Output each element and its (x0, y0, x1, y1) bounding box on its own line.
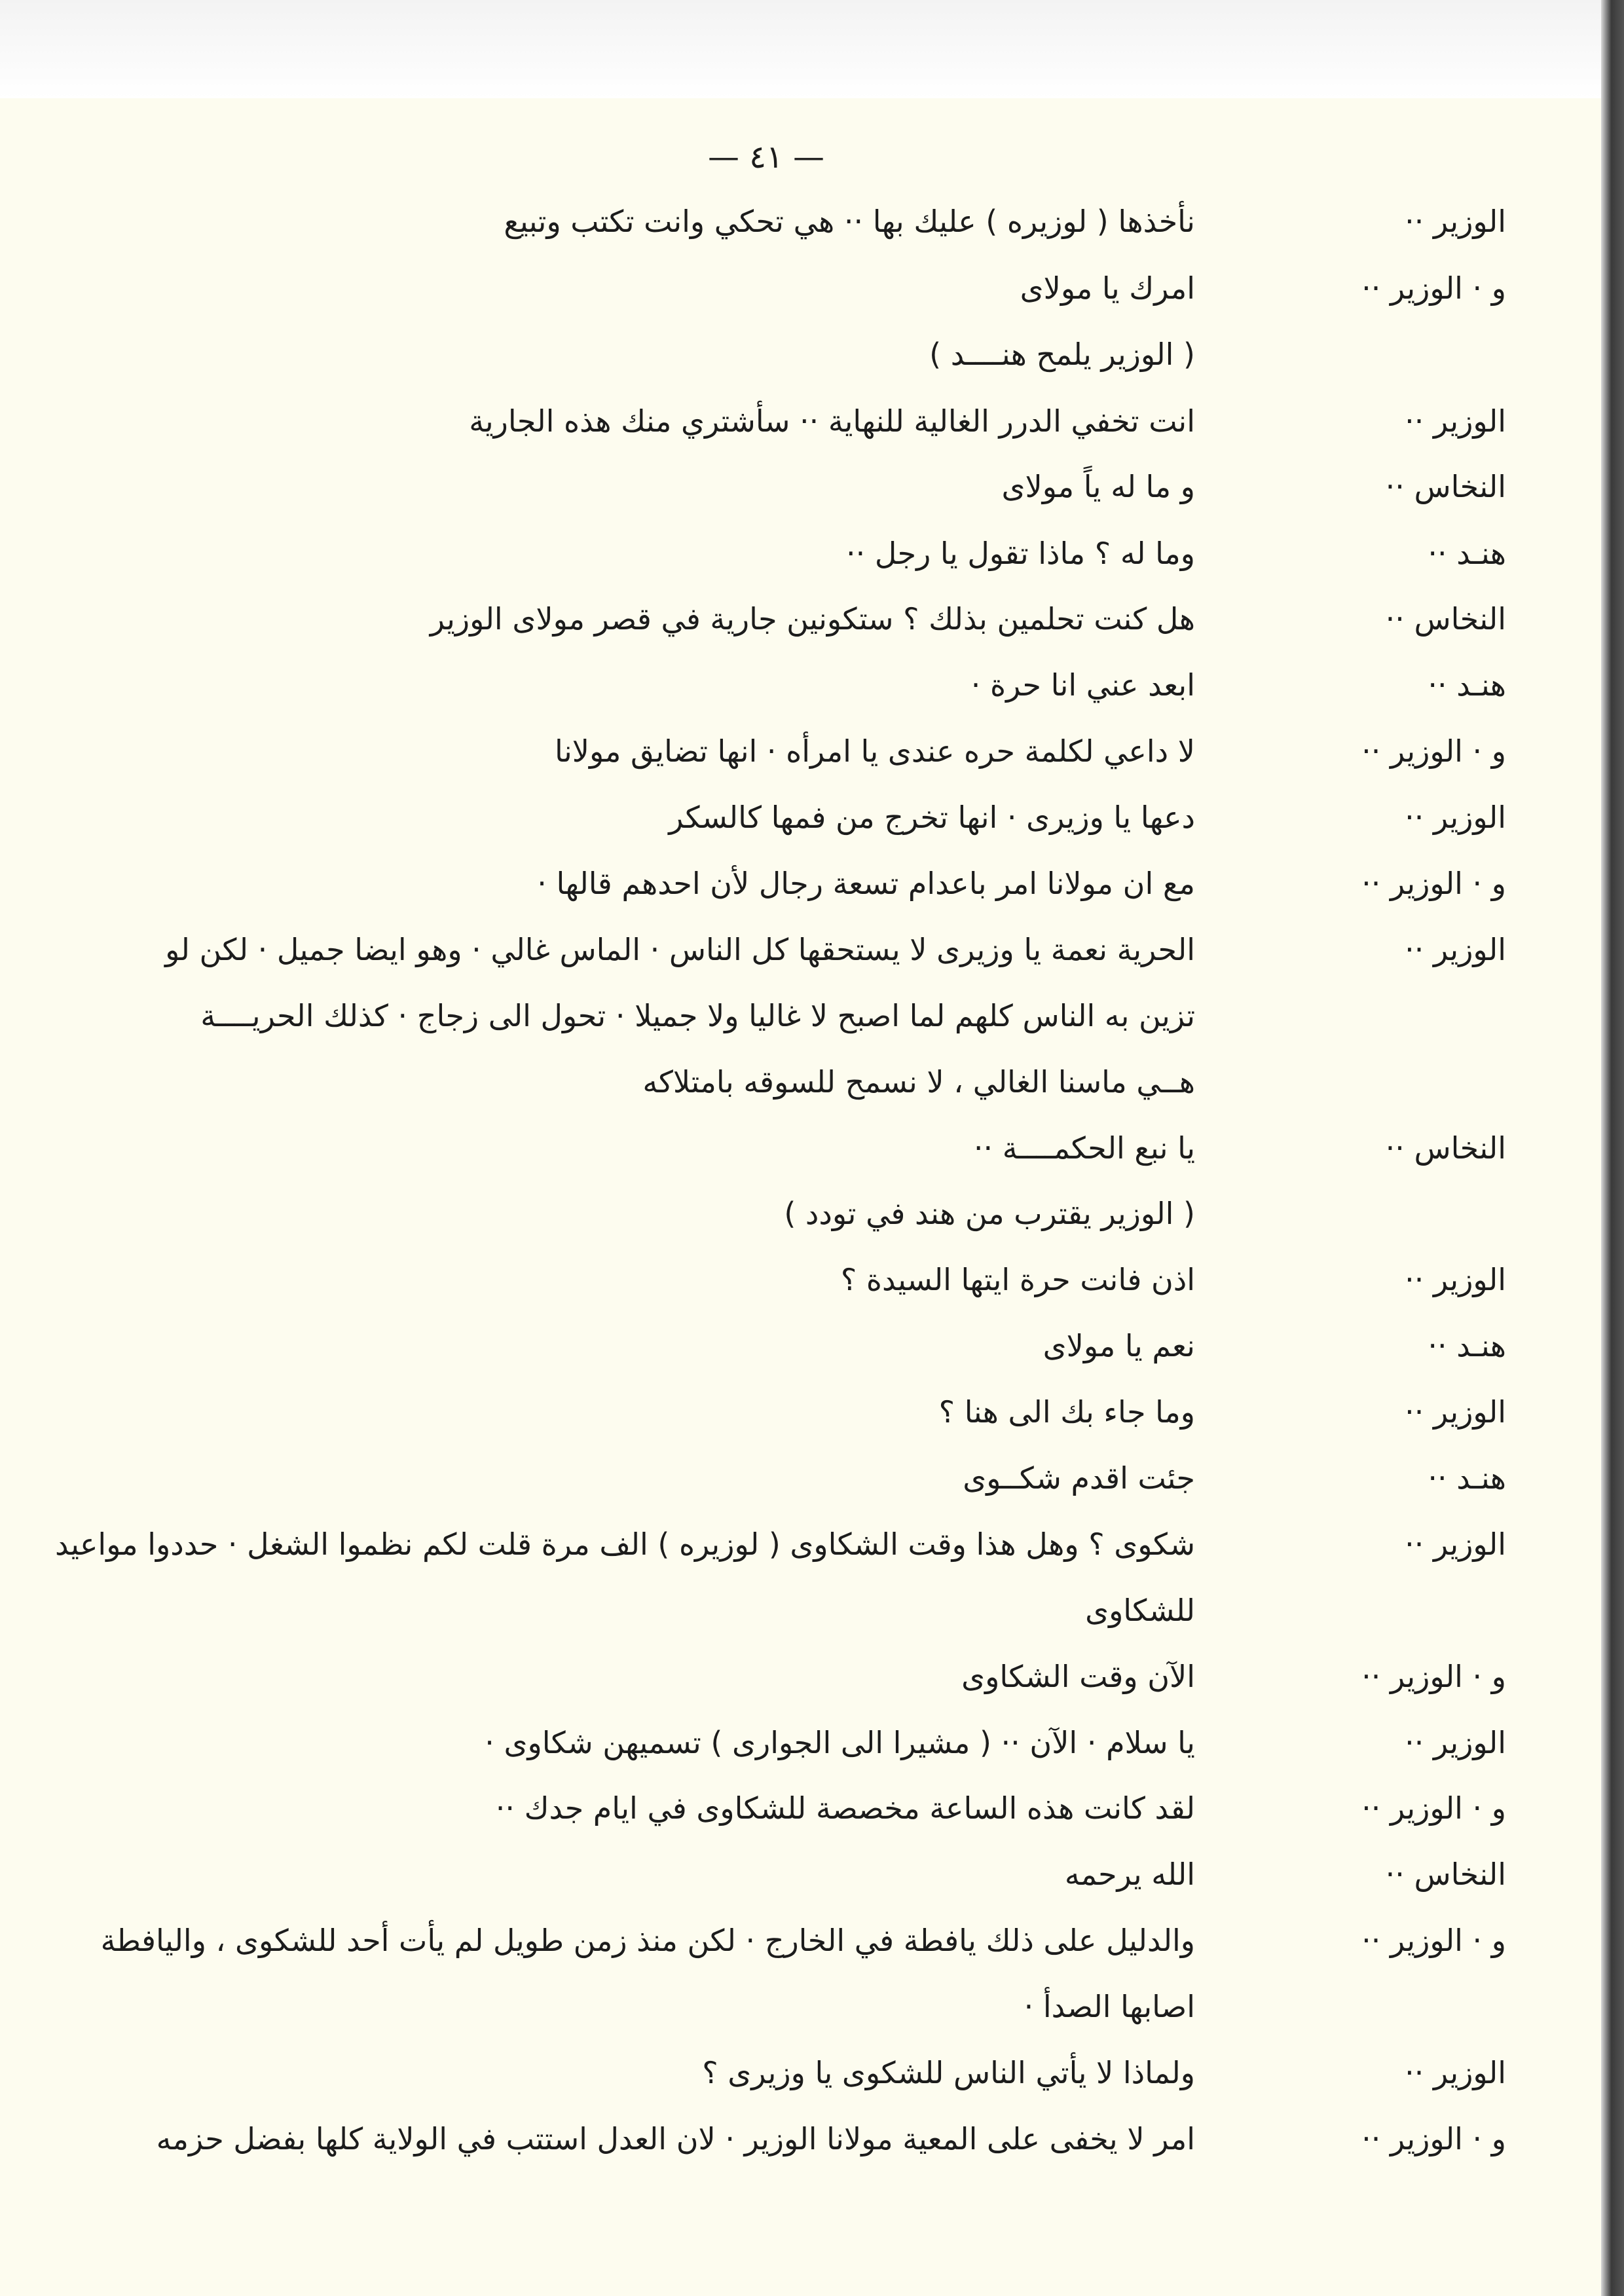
dialogue-line: شكوى ؟ وهل هذا وقت الشكاوى ( لوزيره ) الف مرة قلت لكم نظموا الشغل · حددوا مواعيد (54, 1527, 1195, 1562)
speaker-label: و · الوزير ·· (1361, 866, 1506, 901)
dialogue-line: امر لا يخفى على المعية مولانا الوزير · لان العدل استتب في الولاية كلها بفضل حزمه (156, 2121, 1195, 2157)
speaker-label: هنـد ·· (1428, 667, 1506, 703)
dialogue-line: يا نبع الحكمــــة ·· (973, 1130, 1195, 1166)
dialogue-line: جئت اقدم شكــوى (963, 1460, 1195, 1496)
speaker-label: و · الوزير ·· (1361, 1923, 1506, 1958)
dialogue-line: ابعد عني انا حرة · (970, 667, 1195, 703)
speaker-label: الوزير ·· (1405, 1262, 1506, 1297)
speaker-label: النخاس ·· (1385, 1857, 1506, 1892)
dialogue-line: ولماذا لا يأتي الناس للشكوى يا وزيرى ؟ (702, 2055, 1195, 2090)
dialogue-line: يا سلام · الآن ·· ( مشيرا الى الجوارى ) تسميهن شكاوى · (485, 1725, 1195, 1760)
speaker-label: الوزير ·· (1405, 1725, 1506, 1760)
speaker-label: النخاس ·· (1385, 1130, 1506, 1166)
stage-direction: ( الوزير يقترب من هند في تودد ) (784, 1196, 1195, 1231)
dialogue-line: و ما له ياً مولاى (1001, 469, 1195, 504)
dialogue-line: اصابها الصدأ · (1024, 1989, 1195, 2024)
speaker-label: الوزير ·· (1405, 2055, 1506, 2090)
dialogue-line: هــي ماسنا الغالي ، لا نسمح للسوقه بامتلاكه (642, 1064, 1195, 1100)
book-binding-edge (1601, 0, 1624, 2296)
speaker-label: هنـد ·· (1428, 1460, 1506, 1496)
dialogue-line: امرك يا مولاى (1020, 270, 1195, 306)
dialogue-line: الله يرحمه (1064, 1857, 1195, 1892)
dialogue-line: وما له ؟ ماذا تقول يا رجل ·· (845, 536, 1195, 571)
speaker-label: الوزير ·· (1405, 800, 1506, 835)
speaker-label: هنـد ·· (1428, 1328, 1506, 1363)
page-number: — ٤١ — (707, 139, 825, 176)
dialogue-line: اذن فانت حرة ايتها السيدة ؟ (840, 1262, 1195, 1297)
dialogue-line: والدليل على ذلك يافطة في الخارج · لكن منذ زمن طويل لم يأت أحد للشكوى ، واليافطة (100, 1923, 1195, 1958)
speaker-label: الوزير ·· (1405, 204, 1506, 239)
dialogue-line: دعها يا وزيرى · انها تخرج من فمها كالسكر (669, 800, 1195, 835)
dialogue-line: للشكاوى (1085, 1593, 1195, 1628)
speaker-label: النخاس ·· (1385, 601, 1506, 637)
dialogue-line: انت تخفي الدرر الغالية للنهاية ·· سأشتري منك هذه الجارية (469, 403, 1195, 439)
speaker-label: الوزير ·· (1405, 1394, 1506, 1430)
speaker-label: و · الوزير ·· (1361, 270, 1506, 306)
dialogue-line: نأخذها ( لوزيره ) عليك بها ·· هي تحكي وانت تكتب وتبيع (504, 204, 1195, 239)
dialogue-line: الآن وقت الشكاوى (961, 1659, 1195, 1694)
dialogue-line: نعم يا مولاى (1043, 1328, 1195, 1363)
dialogue-line: مع ان مولانا امر باعدام تسعة رجال لأن احدهم قالها · (537, 866, 1195, 901)
dialogue-line: تزين به الناس كلهم لما اصبح لا غاليا ولا جميلا · تحول الى زجاج · كذلك الحريــــة (200, 998, 1195, 1033)
speaker-label: هنـد ·· (1428, 536, 1506, 571)
speaker-label: الوزير ·· (1405, 932, 1506, 967)
speaker-label: و · الوزير ·· (1361, 1659, 1506, 1694)
speaker-label: و · الوزير ·· (1361, 2121, 1506, 2157)
dialogue-line: وما جاء بك الى هنا ؟ (938, 1394, 1195, 1430)
speaker-label: و · الوزير ·· (1361, 733, 1506, 769)
speaker-label: النخاس ·· (1385, 469, 1506, 504)
speaker-label: الوزير ·· (1405, 403, 1506, 439)
dialogue-line: هل كنت تحلمين بذلك ؟ ستكونين جارية في قصر مولاى الوزير (430, 601, 1195, 637)
speaker-label: الوزير ·· (1405, 1527, 1506, 1562)
speaker-label: و · الوزير ·· (1361, 1790, 1506, 1826)
dialogue-line: لا داعي لكلمة حره عندى يا امرأه · انها تضايق مولانا (554, 733, 1195, 769)
dialogue-line: الحرية نعمة يا وزيرى لا يستحقها كل الناس · الماس غالي · وهو ايضا جميل · لكن لو (165, 932, 1195, 967)
scan-top-margin (0, 0, 1624, 98)
dialogue-line: لقد كانت هذه الساعة مخصصة للشكاوى في ايام جدك ·· (495, 1790, 1195, 1826)
stage-direction: ( الوزير يلمح هنــــد ) (929, 337, 1195, 372)
